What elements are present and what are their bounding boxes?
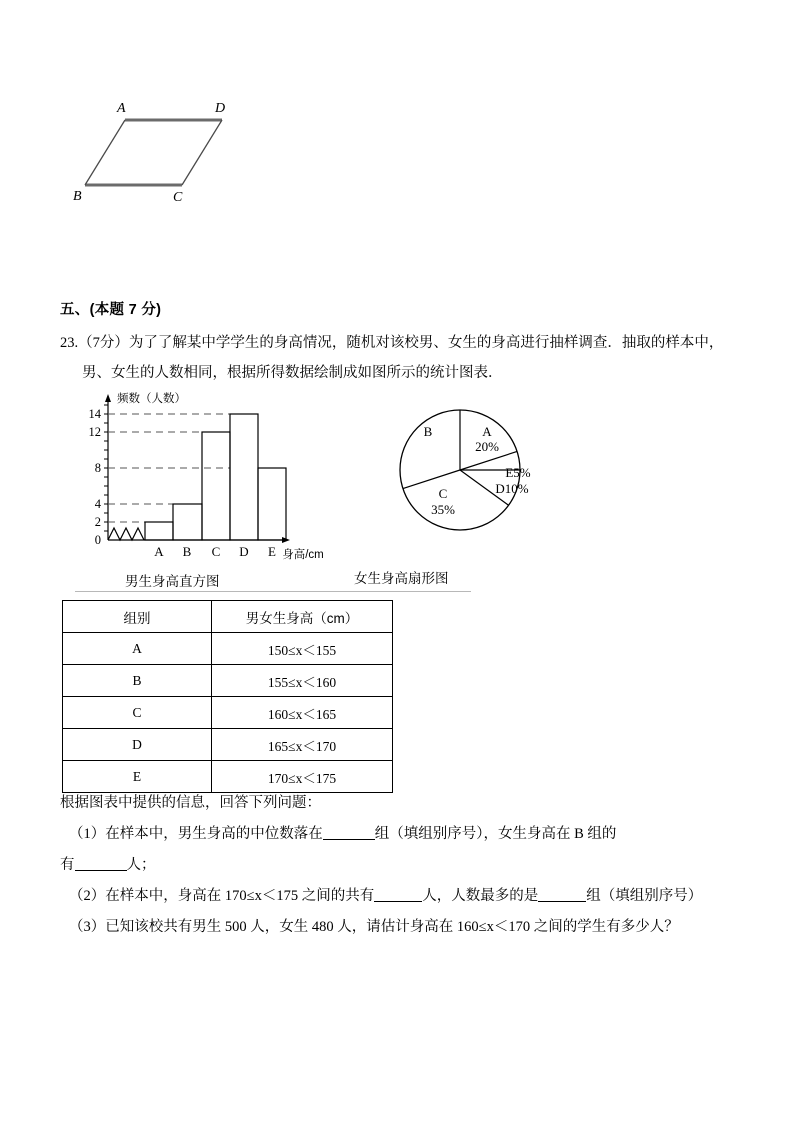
bars — [145, 414, 286, 540]
table-cell-range: 165≤x＜170 — [212, 729, 393, 761]
question-1-text-c: 有 — [60, 857, 75, 873]
question-2-text-a: （2）在样本中，身高在 170≤x＜175 之间的共有 — [69, 888, 375, 904]
question-1-text-d: 人； — [126, 857, 156, 873]
x-axis-title: 身高/cm — [282, 549, 324, 561]
svg-text:8: 8 — [94, 461, 101, 475]
x-tick-labels — [154, 544, 276, 559]
vertex-label-A: A — [117, 101, 126, 116]
question-1-line-2 — [60, 850, 760, 881]
svg-text:C: C — [211, 544, 221, 559]
question-2-line — [69, 881, 760, 912]
question-2-text-b: 人，人数最多的是 — [422, 888, 539, 904]
table-cell-group: D — [63, 729, 212, 761]
pie-label-C: C — [438, 486, 448, 501]
edge-AB — [85, 120, 125, 185]
table-header-group: 组别 — [63, 601, 212, 633]
svg-text:0: 0 — [94, 533, 101, 547]
parallelogram-figure — [60, 85, 320, 210]
gridlines — [108, 414, 230, 522]
table-cell-group: C — [63, 697, 212, 729]
bar-chart-figure — [60, 388, 360, 588]
bar-D — [230, 414, 258, 540]
axis-break-zigzag — [108, 528, 144, 540]
question-1-text-a: （1）在样本中，男生身高的中位数落在 — [69, 826, 323, 842]
vertex-label-D: D — [215, 101, 226, 116]
edge-DC — [182, 120, 222, 185]
table-row — [63, 729, 393, 761]
question-2-text-c: 组（填组别序号） — [586, 888, 703, 904]
y-axis-title: 频数（人数） — [117, 393, 186, 405]
table-row — [63, 665, 393, 697]
vertex-label-B: B — [73, 189, 82, 204]
pie-value-A: 20% — [475, 439, 499, 454]
bar-B — [173, 504, 202, 540]
table-row — [63, 697, 393, 729]
answer-blank-group-b-count[interactable] — [75, 855, 127, 871]
pie-chart-caption: 女生身高扇形图 — [354, 571, 449, 586]
answer-blank-max-group[interactable] — [538, 886, 586, 902]
answer-blank-median-group[interactable] — [323, 824, 375, 840]
pie-label-E: E5% — [505, 465, 531, 480]
svg-text:2: 2 — [94, 515, 101, 529]
table-cell-range: 150≤x＜155 — [212, 633, 393, 665]
svg-text:D: D — [239, 544, 249, 559]
table-header-row — [63, 601, 393, 633]
question-1-text-b: 组（填组别序号），女生身高在 B 组的 — [374, 826, 617, 842]
svg-text:14: 14 — [88, 407, 101, 421]
bar-chart-caption: 男生身高直方图 — [125, 574, 220, 589]
bar-A — [145, 522, 173, 540]
svg-text:E: E — [268, 544, 276, 559]
pie-label-B: B — [423, 424, 433, 439]
table-cell-group: A — [63, 633, 212, 665]
question-3-line: （3）已知该校共有男生 500 人，女生 480 人，请估计身高在 160≤x＜170 之间的学生有多少人？ — [69, 919, 679, 935]
answer-blank-range-e-count[interactable] — [374, 886, 422, 902]
table-cell-range: 160≤x＜165 — [212, 697, 393, 729]
questions-block — [60, 788, 760, 943]
svg-text:B: B — [182, 544, 192, 559]
table-cell-range: 170≤x＜175 — [212, 761, 393, 793]
y-tick-labels — [89, 407, 102, 547]
bar-E — [258, 468, 286, 540]
group-height-table — [62, 600, 393, 793]
bar-chart-svg — [60, 388, 360, 588]
charts-row — [60, 388, 530, 588]
pie-value-C: 35% — [431, 502, 455, 517]
problem-line-1: 23.（7分）为了了解某中学学生的身高情况，随机对该校男、女生的身高进行抽样调查．抽取的样本中， — [60, 335, 724, 351]
table-divider-rule — [75, 591, 471, 592]
table-header-range: 男女生身高（cm） — [212, 601, 393, 633]
bar-C — [202, 432, 230, 540]
svg-text:4: 4 — [94, 497, 101, 511]
vertex-label-C: C — [173, 190, 183, 205]
questions-lead: 根据图表中提供的信息，回答下列问题： — [60, 795, 321, 811]
problem-line-2: 男、女生的人数相同，根据所得数据绘制成如图所示的统计图表． — [82, 365, 503, 381]
table-cell-group: E — [63, 761, 212, 793]
pie-chart-svg — [360, 388, 560, 588]
pie-chart-figure — [360, 388, 560, 588]
pie-label-D: D10% — [495, 481, 529, 496]
pie-label-A: A — [482, 424, 492, 439]
table-cell-range: 155≤x＜160 — [212, 665, 393, 697]
table-cell-group: B — [63, 665, 212, 697]
svg-text:12: 12 — [88, 425, 101, 439]
problem-statement — [60, 328, 750, 388]
table-row — [63, 633, 393, 665]
section-heading: 五、(本题 7 分) — [60, 302, 162, 318]
question-1-line-1 — [69, 819, 760, 850]
parallelogram-svg — [60, 85, 320, 210]
y-axis-arrow — [105, 394, 111, 402]
svg-text:A: A — [154, 544, 164, 559]
